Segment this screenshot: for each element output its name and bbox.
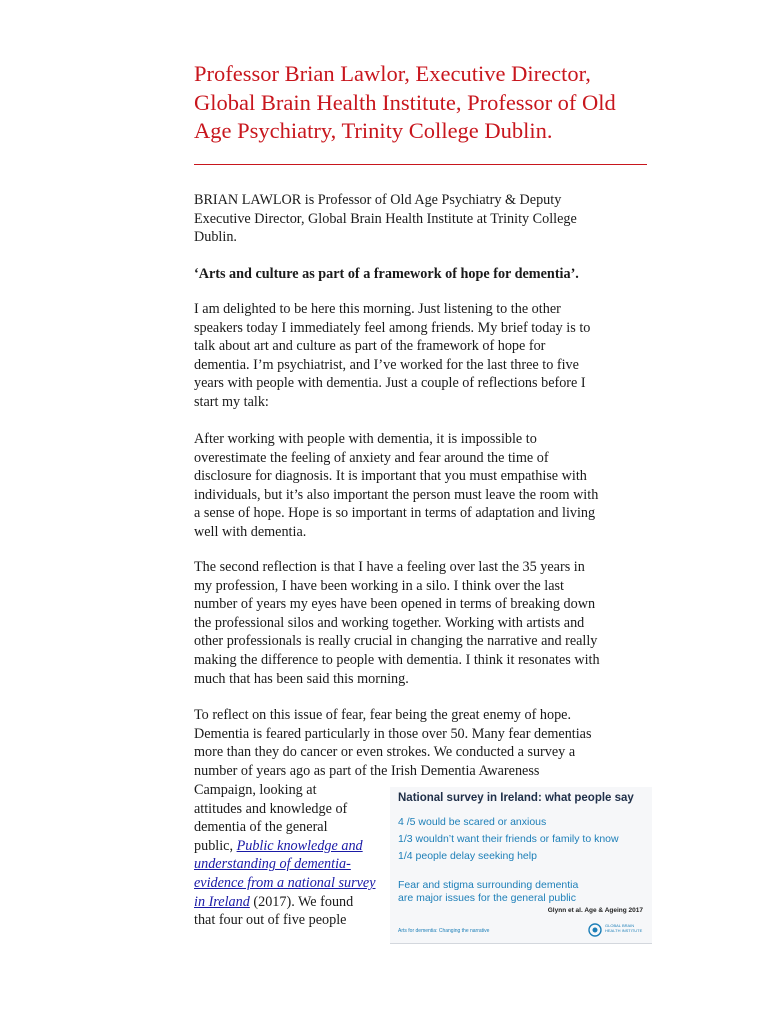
paragraph-line: dementia of the general <box>194 819 328 836</box>
link-line[interactable]: Public knowledge and <box>236 837 363 854</box>
paragraph-line: other professionals is really crucial in changing the narrative and really <box>194 633 598 650</box>
paragraph-line: disclosure for diagnosis. It is important that you must empathise with <box>194 468 587 485</box>
intro-line: BRIAN LAWLOR is Professor of Old Age Psychiatry & Deputy <box>194 192 562 208</box>
slide-conclusion <box>398 879 578 905</box>
paragraph-line: overestimate the feeling of anxiety and fear around the time of <box>194 449 549 466</box>
slide-footer: Arts for dementia: Changing the narrative <box>398 928 490 934</box>
paragraph-4-continued <box>194 781 378 930</box>
paragraph-2 <box>194 430 656 542</box>
gbhi-logo-icon <box>588 923 602 937</box>
paragraph-line: individuals, but it’s also important the person must leave the room with <box>194 486 599 503</box>
title-line-3: Age Psychiatry, Trinity College Dublin. <box>194 118 553 143</box>
logo-text: GLOBAL BRAIN HEALTH INSTITUTE <box>605 923 643 933</box>
paragraph-line: attitudes and knowledge of <box>194 800 348 817</box>
paragraph-line: To reflect on this issue of fear, fear being the great enemy of hope. <box>194 707 572 723</box>
paragraph-line: talk about art and culture as part of the framework of hope for <box>194 338 546 355</box>
slide-title: National survey in Ireland: what people say <box>398 792 634 804</box>
talk-title: ‘Arts and culture as part of a framework of hope for dementia’. <box>194 266 579 282</box>
slide-stat-3: 1/4 people delay seeking help <box>398 850 537 862</box>
survey-slide-image <box>390 787 652 944</box>
intro-line: Dublin. <box>194 229 237 246</box>
paragraph-line: the professional silos and working together. Working with artists and <box>194 614 585 631</box>
slide-conclusion-line: Fear and stigma surrounding dementia <box>398 879 579 891</box>
link-line[interactable]: understanding of dementia- <box>194 856 351 873</box>
paragraph-3 <box>194 558 656 688</box>
paragraph-1 <box>194 300 656 412</box>
slide-stat-1: 4 /5 would be scared or anxious <box>398 816 547 828</box>
paragraph-line: well with dementia. <box>194 523 307 540</box>
slide-conclusion-line: are major issues for the general public <box>398 892 577 904</box>
paragraph-line: public, <box>194 837 237 854</box>
slide-stat-2: 1/3 wouldn’t want their friends or family to know <box>398 833 619 845</box>
paragraph-line: The second reflection is that I have a feeling over last the 35 years in <box>194 559 585 575</box>
paragraph-line: more than they do cancer or even strokes. We conducted a survey a <box>194 744 576 761</box>
paragraph-line: start my talk: <box>194 393 269 410</box>
paragraph-line: dementia. I’m psychiatrist, and I’ve worked for the last three to five <box>194 356 579 373</box>
title-divider <box>194 164 647 165</box>
title-line-1: Professor Brian Lawlor, Executive Director, <box>194 61 591 86</box>
paragraph-line: After working with people with dementia, it is impossible to <box>194 431 537 447</box>
paragraph-4 <box>194 706 656 780</box>
paragraph-line: Campaign, looking at <box>194 782 317 798</box>
paragraph-line: speakers today I immediately feel among friends. My brief today is to <box>194 319 591 336</box>
title-line-2: Global Brain Health Institute, Professor of Old <box>194 89 616 115</box>
intro-paragraph <box>194 191 656 247</box>
slide-citation: Glynn et al. Age & Ageing 2017 <box>547 907 643 914</box>
link-line[interactable]: in Ireland <box>194 893 250 910</box>
paragraph-line: Dementia is feared particularly in those over 50. Many fear dementias <box>194 725 592 742</box>
intro-line: Executive Director, Global Brain Health Institute at Trinity College <box>194 210 577 227</box>
paragraph-line: that four out of five people <box>194 912 347 929</box>
paragraph-line: (2017). We found <box>249 893 354 910</box>
paragraph-line: I am delighted to be here this morning. Just listening to the other <box>194 301 561 317</box>
paragraph-line: years with people with dementia. Just a couple of reflections before I <box>194 375 586 392</box>
paragraph-line: making the difference to people with dementia. I think it resonates with <box>194 651 600 668</box>
link-line[interactable]: evidence from a national survey <box>194 874 376 891</box>
paragraph-line: number of years ago as part of the Irish Dementia Awareness <box>194 762 540 779</box>
paragraph-line: number of years my eyes have been opened in terms of breaking down <box>194 596 596 613</box>
paragraph-line: a sense of hope. Hope is so important in terms of adaptation and living <box>194 505 596 522</box>
paragraph-line: my profession, I have been working in a silo. I think over the last <box>194 577 564 594</box>
paragraph-line: much that has been said this morning. <box>194 670 409 687</box>
page-title <box>194 60 664 146</box>
